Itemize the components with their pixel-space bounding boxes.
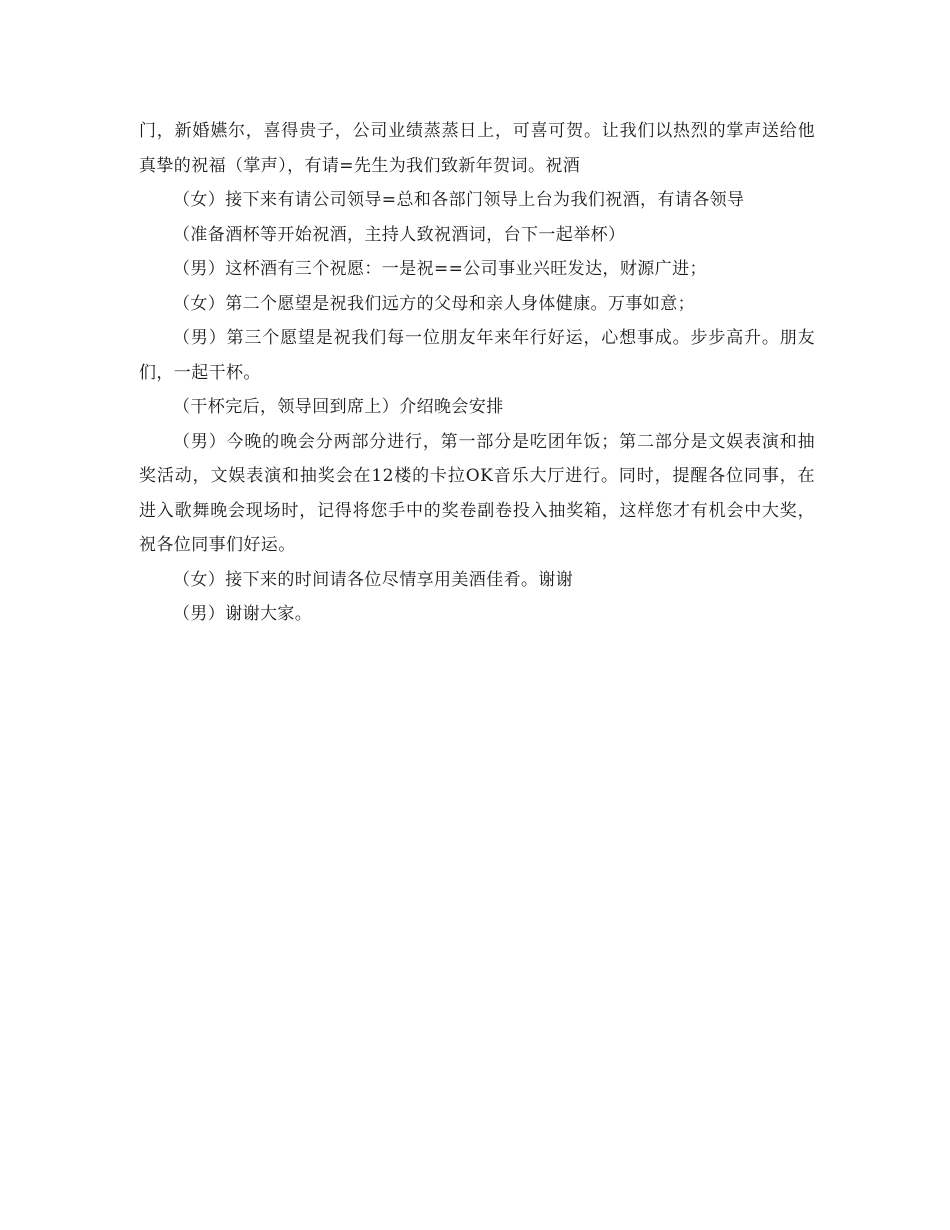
paragraph-evening-schedule: （男）今晚的晚会分两部分进行，第一部分是吃团年饭；第二部分是文娱表演和抽奖活动，文娱表演和抽奖会在12楼的卡拉OK音乐大厅进行。同时，提醒各位同事，在进入歌舞晚会现场时，记得将您手中的奖卷副卷投入抽奖箱，这样您才有机会中大奖，祝各位同事们好运。 bbox=[139, 431, 815, 555]
paragraph-thanks: （男）谢谢大家。 bbox=[173, 604, 313, 624]
paragraph-third-wish: （男）第三个愿望是祝我们每一位朋友年来年行好运，心想事成。步步高升。朋友们，一起干杯。 bbox=[139, 328, 815, 383]
paragraph-continued-toast: 门，新婚嬿尔，喜得贵子，公司业绩蒸蒸日上，可喜可贺。让我们以热烈的掌声送给他真挚的祝福（掌声），有请=先生为我们致新年贺词。祝酒 bbox=[139, 121, 815, 176]
document-body bbox=[139, 114, 815, 632]
paragraph-enjoy-meal: （女）接下来的时间请各位尽情享用美酒佳肴。谢谢 bbox=[173, 569, 574, 590]
paragraph-second-wish: （女）第二个愿望是祝我们远方的父母和亲人身体健康。万事如意； bbox=[173, 293, 695, 314]
paragraph-stage-direction-toast: （准备酒杯等开始祝酒，主持人致祝酒词，台下一起举杯） bbox=[173, 224, 626, 245]
paragraph-first-wish: （男）这杯酒有三个祝愿：一是祝==公司事业兴旺发达，财源广进； bbox=[173, 259, 707, 279]
paragraph-stage-direction-arrangement: （干杯完后，领导回到席上）介绍晚会安排 bbox=[173, 397, 504, 417]
paragraph-leaders-toast: （女）接下来有请公司领导=总和各部门领导上台为我们祝酒，有请各领导 bbox=[173, 190, 745, 210]
